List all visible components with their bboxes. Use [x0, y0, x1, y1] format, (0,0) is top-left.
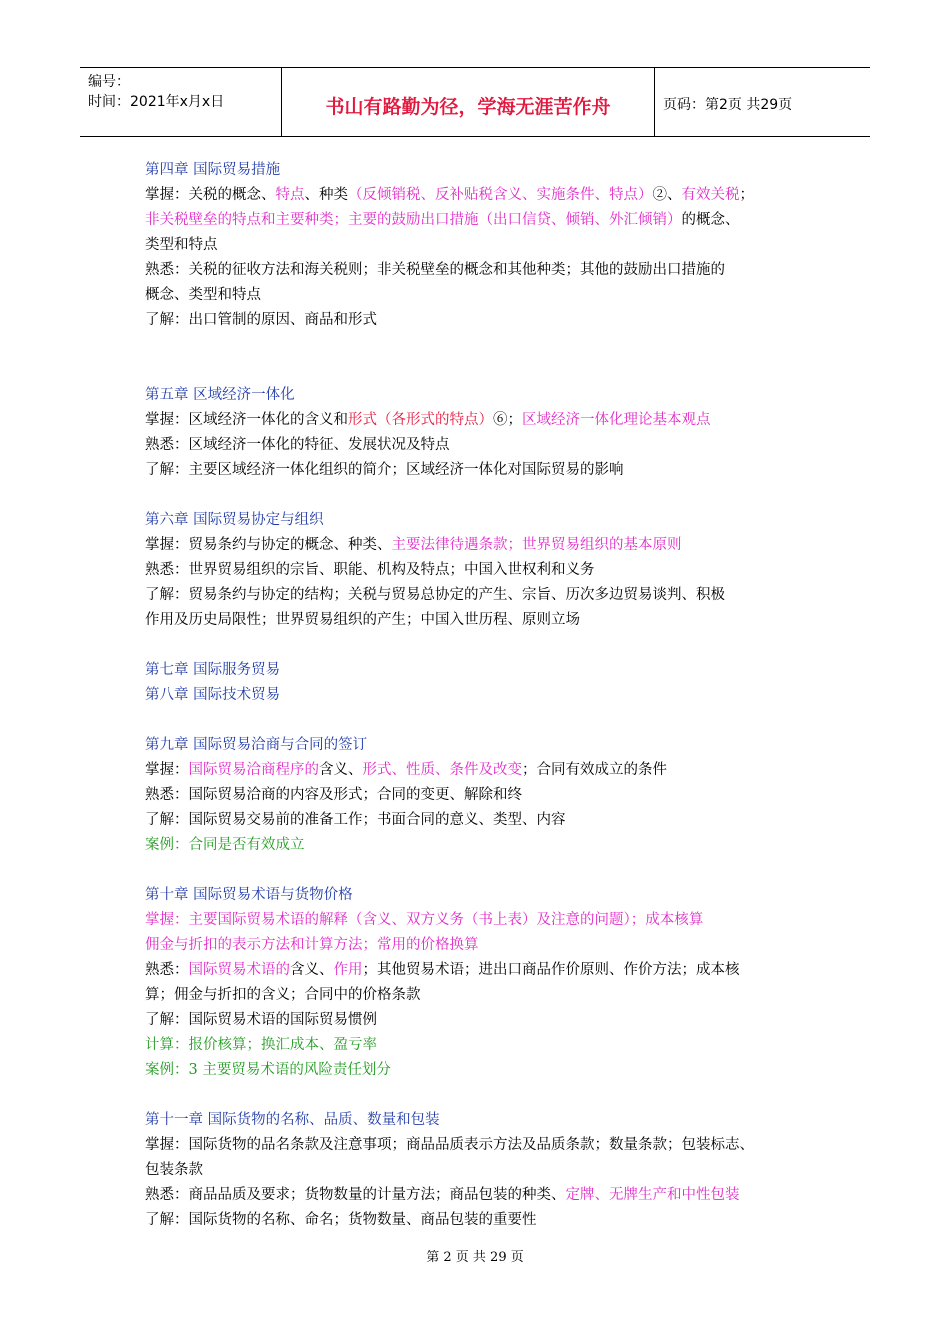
text-line [145, 458, 845, 483]
text-segment: 熟悉：世界贸易组织的宗旨、职能、机构及特点；中国入世权利和义务 [145, 562, 595, 578]
text-segment: 熟悉：区域经济一体化的特征、发展状况及特点 [145, 437, 450, 453]
text-line [145, 533, 845, 558]
text-segment: 形式、性质、条件及改变 [362, 762, 522, 778]
text-segment: ； [739, 187, 754, 203]
text-segment: 了解：国际贸易交易前的准备工作；书面合同的意义、类型、内容 [145, 812, 566, 828]
page-footer: 第 2 页 共 29 页 [426, 1250, 524, 1265]
text-line [145, 1008, 845, 1033]
text-segment: 概念、类型和特点 [145, 287, 261, 303]
text-segment: 作用及历史局限性；世界贸易组织的产生；中国入世历程、原则立场 [145, 612, 580, 628]
time-label: 时间：2021年x月x日 [88, 94, 225, 110]
spacer [145, 708, 845, 733]
text-segment: 案例：合同是否有效成立 [145, 837, 305, 853]
chapter-title: 第四章 国际贸易措施 [145, 162, 281, 178]
text-segment: 类型和特点 [145, 237, 218, 253]
text-line [145, 983, 845, 1008]
spacer [145, 633, 845, 658]
text-segment: 非关税壁垒的特点和主要种类； [145, 212, 348, 228]
text-line [145, 783, 845, 808]
text-segment: 国际贸易洽商程序的 [188, 762, 319, 778]
text-segment: 了解：主要区域经济一体化组织的简介；区域经济一体化对国际贸易的影响 [145, 462, 624, 478]
text-segment: 掌握： [145, 762, 189, 778]
text-segment: 掌握：贸易条约与协定的概念、种类、 [145, 537, 392, 553]
spacer [145, 333, 845, 383]
text-segment: 含义、 [290, 962, 334, 978]
spacer [145, 1083, 845, 1108]
text-line [145, 558, 845, 583]
chapter-title: 第六章 国际贸易协定与组织 [145, 512, 324, 528]
text-segment: ⑥； [493, 412, 522, 428]
text-segment: 作用 [333, 962, 363, 978]
text-segment: 主要的鼓励出口措施（出口信贷、倾销、外汇倾销） [348, 212, 682, 228]
text-segment: 佣金与折扣的表示方法和计算方法；常用的价格换算 [145, 937, 479, 953]
text-segment: 特点 [275, 187, 305, 203]
text-segment: 熟悉：关税的征收方法和海关税则；非关税壁垒的概念和其他种类；其他的鼓励出口措施的 [145, 262, 725, 278]
text-line [145, 208, 845, 233]
text-line [145, 308, 845, 333]
text-segment: 、种类 [304, 187, 348, 203]
text-segment: 包装条款 [145, 1162, 203, 1178]
text-line [145, 808, 845, 833]
text-segment: 主要国际贸易术语的解释（含义、双方义务（书上表）及注意的问题）；成本核算 [188, 912, 704, 928]
text-line [145, 1183, 845, 1208]
chapter-title: 第十章 国际贸易术语与货物价格 [145, 887, 353, 903]
text-segment: 的概念、 [681, 212, 740, 228]
text-line [145, 1058, 845, 1083]
text-line [145, 933, 845, 958]
text-segment: 了解：国际货物的名称、命名；货物数量、商品包装的重要性 [145, 1212, 537, 1228]
text-segment: 了解：贸易条约与协定的结构；关税与贸易总协定的产生、宗旨、历次多边贸易谈判、积极 [145, 587, 725, 603]
text-segment: 区域经济一体化理论基本观点 [522, 412, 711, 428]
number-label: 编号： [88, 74, 130, 90]
text-line [145, 408, 845, 433]
text-line [145, 608, 845, 633]
text-segment: ；合同有效成立的条件 [522, 762, 667, 778]
text-line [145, 583, 845, 608]
text-segment: ②、 [652, 187, 682, 203]
spacer [145, 483, 845, 508]
text-segment: 含义、 [319, 762, 363, 778]
text-segment: 熟悉： [145, 962, 189, 978]
text-line [145, 233, 845, 258]
text-segment: 定牌、无牌生产和中性包装 [565, 1187, 740, 1203]
text-segment: 算；佣金与折扣的含义；合同中的价格条款 [145, 987, 421, 1003]
text-line [145, 1033, 845, 1058]
text-line [145, 183, 845, 208]
header-left-cell [80, 68, 282, 136]
text-segment: 案例：3 主要贸易术语的风险责任划分 [145, 1062, 391, 1078]
text-line [145, 433, 845, 458]
text-segment: 主要法律待遇条款；世界贸易组织的基本原则 [391, 537, 682, 553]
text-line [145, 258, 845, 283]
text-segment: （反倾销税、反补贴税含义、实施条件、特点） [348, 187, 653, 203]
text-line [145, 833, 845, 858]
text-segment: 有效关税 [681, 187, 740, 203]
chapter-title: 第五章 区域经济一体化 [145, 387, 295, 403]
text-segment: 国际贸易术语的 [188, 962, 290, 978]
text-segment: 熟悉：商品品质及要求；货物数量的计量方法；商品包装的种类、 [145, 1187, 566, 1203]
text-line [145, 1158, 845, 1183]
text-segment: 掌握：国际货物的品名条款及注意事项；商品品质表示方法及品质条款；数量条款；包装标志、 [145, 1137, 754, 1153]
chapter-title: 第九章 国际贸易洽商与合同的签订 [145, 737, 368, 753]
text-line [145, 1133, 845, 1158]
text-line [145, 1208, 845, 1233]
chapter-title: 第七章 国际服务贸易 [145, 662, 281, 678]
text-line [145, 958, 845, 983]
text-line [145, 908, 845, 933]
spacer [145, 858, 845, 883]
text-segment: 掌握：关税的概念、 [145, 187, 276, 203]
document-body [145, 158, 845, 1233]
text-segment: 计算：报价核算；换汇成本、盈亏率 [145, 1037, 377, 1053]
page-info: 页码：第2页 共29页 [663, 97, 793, 113]
chapter-title: 第八章 国际技术贸易 [145, 687, 281, 703]
text-segment: 掌握：区域经济一体化的含义和 [145, 412, 348, 428]
text-segment: 熟悉：国际贸易洽商的内容及形式；合同的变更、解除和终 [145, 787, 522, 803]
text-segment: 掌握： [145, 912, 189, 928]
chapter-title: 第十一章 国际货物的名称、品质、数量和包装 [145, 1112, 440, 1128]
text-line [145, 283, 845, 308]
text-line [145, 758, 845, 783]
text-segment: ；其他贸易术语；进出口商品作价原则、作价方法；成本核 [362, 962, 740, 978]
header-table [80, 67, 870, 137]
motto: 书山有路勤为径，学海无涯苦作舟 [282, 68, 655, 136]
text-segment: 了解：国际贸易术语的国际贸易惯例 [145, 1012, 377, 1028]
text-segment: 了解：出口管制的原因、商品和形式 [145, 312, 377, 328]
text-segment: 形式（各形式的特点） [348, 412, 493, 428]
